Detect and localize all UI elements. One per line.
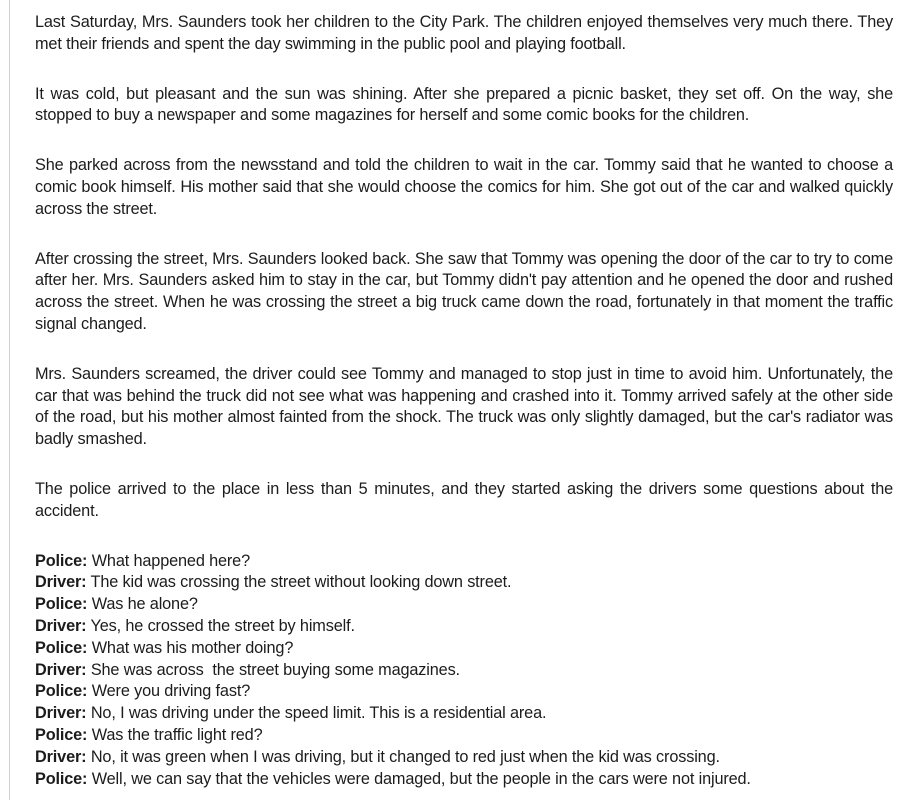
dialogue-line	[35, 769, 893, 791]
dialogue-text: She was across the street buying some magazines.	[90, 660, 460, 679]
dialogue-text: Yes, he crossed the street by himself.	[90, 616, 355, 635]
speaker-label: Driver:	[35, 704, 87, 723]
dialogue-text: Was he alone?	[91, 595, 198, 614]
dialogue-line	[35, 660, 893, 682]
story-paragraph: The police arrived to the place in less than 5 minutes, and they started asking the drivers some questions about the accident.	[35, 479, 893, 520]
dialogue-line	[35, 681, 893, 703]
dialogue-block	[35, 551, 893, 791]
dialogue-line	[35, 638, 893, 660]
speaker-label: Driver:	[35, 660, 87, 679]
page-left-edge-rule	[9, 0, 10, 800]
dialogue-line	[35, 616, 893, 638]
dialogue-text: What happened here?	[91, 551, 250, 570]
dialogue-line	[35, 572, 893, 594]
dialogue-text: Were you driving fast?	[91, 682, 251, 701]
dialogue-line	[35, 594, 893, 616]
dialogue-text: What was his mother doing?	[91, 638, 294, 657]
dialogue-text: Well, we can say that the vehicles were damaged, but the people in the cars were not injured.	[91, 769, 751, 788]
dialogue-text: The kid was crossing the street without looking down street.	[90, 573, 512, 592]
dialogue-line	[35, 703, 893, 725]
story-paragraph: Last Saturday, Mrs. Saunders took her children to the City Park. The children enjoyed themselves very much there. They met their friends and spent the day swimming in the public pool and playing football.	[35, 13, 893, 53]
speaker-label: Police:	[35, 638, 88, 657]
speaker-label: Driver:	[35, 616, 87, 635]
dialogue-line	[35, 551, 893, 573]
speaker-label: Police:	[35, 551, 88, 570]
speaker-label: Police:	[35, 769, 88, 788]
story-paragraph: After crossing the street, Mrs. Saunders looked back. She saw that Tommy was opening the door of the car to try to come after her. Mrs. Saunders asked him to stay in the car, but Tommy didn't pay attention and he opened the door and rushed across the street. When he was crossing the street a big truck came down the road, fortunately in that moment the traffic signal changed.	[35, 249, 893, 333]
dialogue-text: Was the traffic light red?	[91, 725, 263, 744]
speaker-label: Driver:	[35, 747, 87, 766]
dialogue-text: No, it was green when I was driving, but it changed to red just when the kid was crossing.	[90, 747, 720, 766]
story-paragraph: Mrs. Saunders screamed, the driver could see Tommy and managed to stop just in time to avoid him. Unfortunately, the car that was behind the truck did not see what was happening and crashed into it. Tommy arrived safely at the other side of the road, but his mother almost fainted from the shock. The truck was only slightly damaged, but the car's radiator was badly smashed.	[35, 364, 893, 449]
story-paragraph: She parked across from the newsstand and told the children to wait in the car. Tommy said that he wanted to choose a comic book himself. His mother said that she would choose the comics for him. She got out of the car and walked quickly across the street.	[35, 156, 893, 218]
speaker-label: Police:	[35, 725, 88, 744]
speaker-label: Police:	[35, 595, 88, 614]
speaker-label: Police:	[35, 682, 88, 701]
dialogue-line	[35, 747, 893, 769]
dialogue-line	[35, 725, 893, 747]
speaker-label: Driver:	[35, 573, 87, 592]
dialogue-text: No, I was driving under the speed limit. This is a residential area.	[90, 704, 547, 723]
story-paragraph: It was cold, but pleasant and the sun was shining. After she prepared a picnic basket, they set off. On the way, she stopped to buy a newspaper and some magazines for herself and some comic books for the children.	[35, 84, 893, 125]
reading-passage	[35, 12, 893, 790]
